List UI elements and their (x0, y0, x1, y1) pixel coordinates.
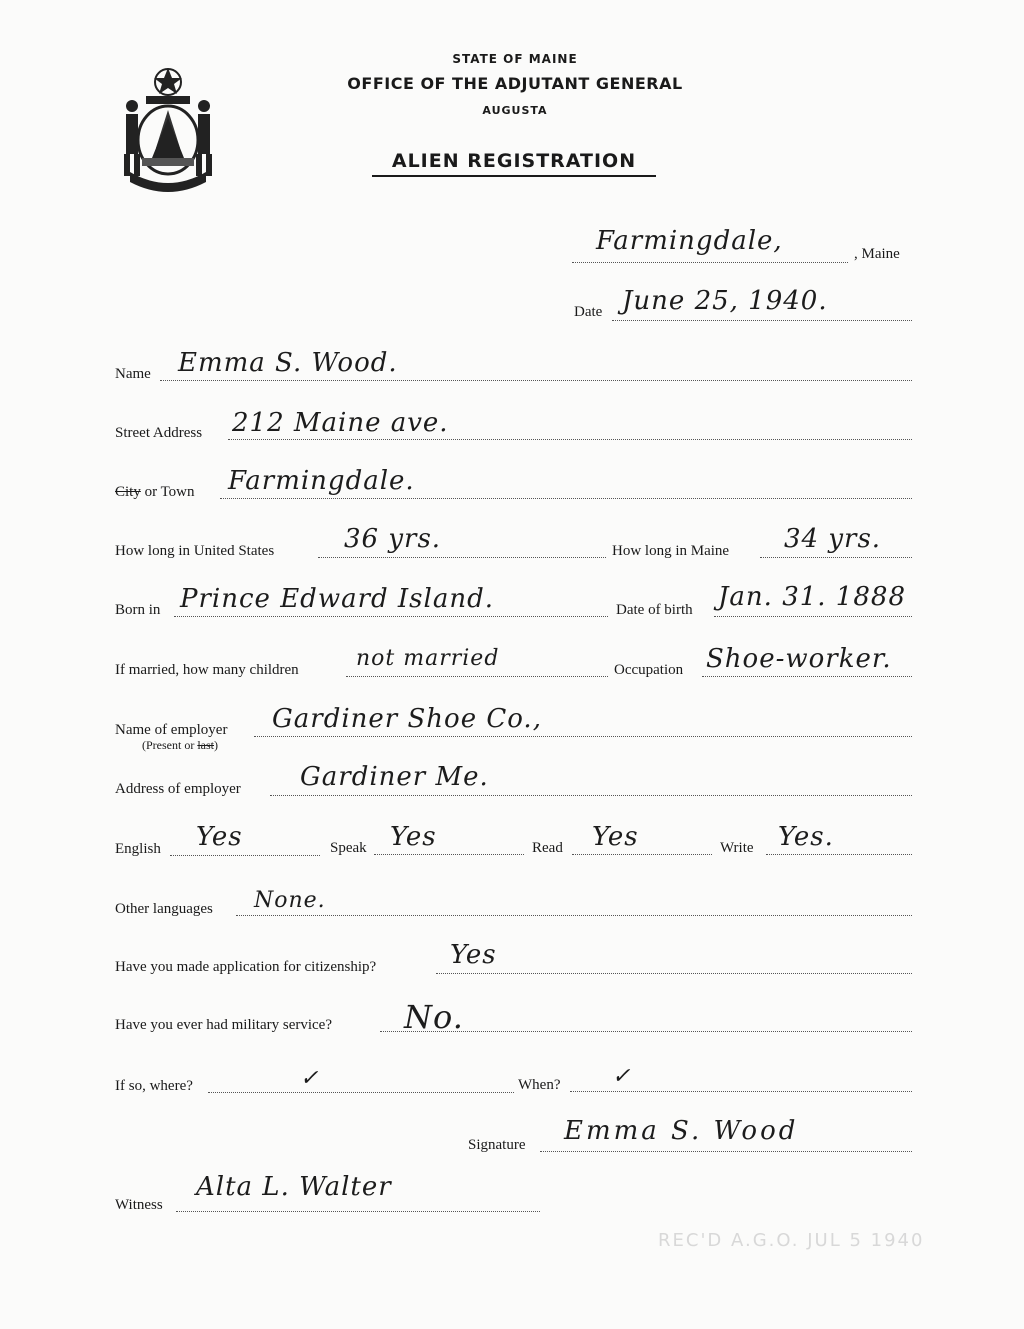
form-title: ALIEN REGISTRATION (372, 150, 656, 177)
english-value[interactable]: Yes (196, 822, 243, 852)
military-label: Have you ever had military service? (115, 1017, 332, 1033)
other-languages-line (236, 915, 912, 916)
where-line (208, 1092, 514, 1093)
born-in-value[interactable]: Prince Edward Island. (180, 584, 494, 614)
read-line (572, 854, 712, 855)
where-label: If so, where? (115, 1078, 193, 1094)
place-value[interactable]: Farmingdale, (596, 226, 783, 256)
employer-line (254, 736, 912, 737)
employer-address-value[interactable]: Gardiner Me. (300, 762, 489, 792)
when-label: When? (518, 1077, 561, 1093)
maine-state-seal-icon (112, 62, 224, 192)
children-value[interactable]: not married (356, 646, 500, 671)
employer-sublabel-present: (Present or (142, 738, 195, 752)
citizenship-line (436, 973, 912, 974)
street-address-line (228, 439, 912, 440)
years-maine-line (760, 557, 912, 558)
employer-sublabel-close: ) (214, 738, 218, 752)
employer-value[interactable]: Gardiner Shoe Co., (272, 704, 542, 734)
born-in-line (174, 616, 608, 617)
occupation-line (702, 676, 912, 677)
born-in-label: Born in (115, 602, 161, 618)
header-city: AUGUSTA (482, 104, 548, 117)
years-us-value[interactable]: 36 yrs. (344, 524, 442, 554)
header-state: STATE OF MAINE (452, 52, 578, 66)
city-or-town-label (115, 484, 195, 501)
date-label: Date (574, 304, 603, 320)
when-line (570, 1091, 912, 1092)
name-line (160, 380, 912, 381)
where-value[interactable]: ✓ (300, 1066, 320, 1091)
employer-label: Name of employer (115, 722, 228, 738)
city-struck-word: City (115, 484, 141, 500)
signature-label: Signature (468, 1137, 526, 1153)
other-languages-value[interactable]: None. (254, 888, 326, 913)
citizenship-label: Have you made application for citizenship? (115, 959, 377, 975)
write-label: Write (720, 840, 754, 856)
name-value[interactable]: Emma S. Wood. (178, 348, 398, 378)
read-label: Read (532, 840, 563, 856)
witness-label: Witness (115, 1197, 163, 1213)
date-value[interactable]: June 25, 1940. (622, 286, 828, 316)
english-label: English (115, 841, 161, 857)
witness-value[interactable]: Alta L. Walter (196, 1172, 392, 1202)
place-suffix: , Maine (854, 246, 900, 262)
street-address-label: Street Address (115, 425, 203, 441)
employer-address-line (270, 795, 912, 796)
city-or-town-value[interactable]: Farmingdale. (228, 466, 415, 496)
occupation-label: Occupation (614, 662, 684, 678)
write-value[interactable]: Yes. (778, 822, 834, 852)
header-office: OFFICE OF THE ADJUTANT GENERAL (347, 74, 683, 93)
citizenship-value[interactable]: Yes (450, 940, 497, 970)
or-town-word: or Town (144, 484, 195, 500)
write-line (766, 854, 912, 855)
date-of-birth-label: Date of birth (616, 602, 693, 618)
years-maine-value[interactable]: 34 yrs. (784, 524, 882, 554)
name-label: Name (115, 366, 151, 382)
date-of-birth-value[interactable]: Jan. 31. 1888 (718, 582, 906, 612)
place-line (572, 262, 848, 263)
when-value[interactable]: ✓ (612, 1064, 632, 1089)
signature-value[interactable]: Emma S. Wood (564, 1116, 799, 1146)
employer-sublabel-last: last (197, 738, 214, 752)
years-maine-label: How long in Maine (612, 543, 730, 559)
employer-sublabel (142, 738, 218, 753)
date-of-birth-line (714, 616, 912, 617)
speak-line (374, 854, 524, 855)
employer-address-label: Address of employer (115, 781, 241, 797)
military-value[interactable]: No. (404, 998, 464, 1036)
street-address-value[interactable]: 212 Maine ave. (232, 408, 449, 438)
years-us-label: How long in United States (115, 543, 275, 559)
speak-value[interactable]: Yes (390, 822, 437, 852)
other-languages-label: Other languages (115, 901, 213, 917)
witness-line (176, 1211, 540, 1212)
date-line (612, 320, 912, 321)
children-label: If married, how many children (115, 662, 299, 678)
read-value[interactable]: Yes (592, 822, 639, 852)
speak-label: Speak (330, 840, 367, 856)
children-line (346, 676, 608, 677)
occupation-value[interactable]: Shoe-worker. (706, 644, 892, 674)
signature-line (540, 1151, 912, 1152)
received-stamp: REC'D A.G.O. JUL 5 1940 (658, 1230, 925, 1251)
english-line (170, 855, 320, 856)
city-or-town-line (220, 498, 912, 499)
years-us-line (318, 557, 606, 558)
